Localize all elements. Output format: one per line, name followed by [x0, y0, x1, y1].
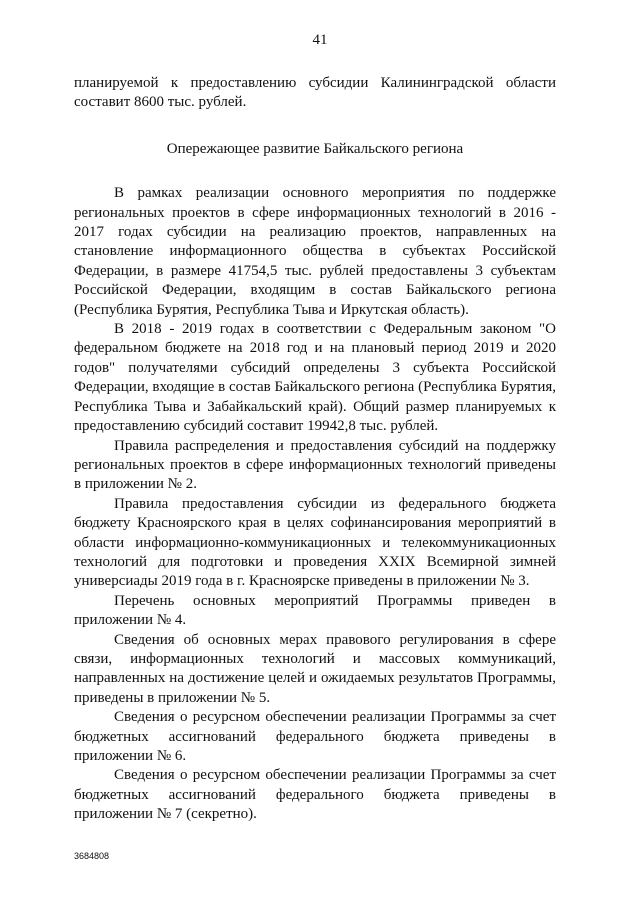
continuation-paragraph: планируемой к предоставлению субсидии Калининградской области составит 8600 тыс. рублей.: [74, 75, 556, 111]
paragraph-1: В рамках реализации основного мероприятия по поддержке региональных проектов в сфере информационных технологий в 2016 - 2017 годах субсидии на реализацию проектов, направленных на становление информационного общества в субъектах Российской Федерации, в размере 41754,5 тыс. рублей предоставлены 3 субъектам Российской Федерации, входящим в состав Байкальского региона (Республика Бурятия, Республика Тыва и Иркутская область).: [74, 185, 556, 318]
paragraph-5: Перечень основных мероприятий Программы приведен в приложении № 4.: [74, 592, 556, 629]
paragraph-6: Сведения об основных мерах правового регулирования в сфере связи, информационных технологий и массовых коммуникаций, направленных на достижение целей и ожидаемых результатов Программы, приведены в приложении № 5.: [74, 631, 556, 706]
paragraph-4: Правила предоставления субсидии из федерального бюджета бюджету Красноярского края в целях софинансирования мероприятий в области информационно-коммуникационных и телекоммуникационных технологий для подготовки и проведения XXIX Всемирной зимней универсиады 2019 года в г. Красноярске приведены в приложении № 3.: [74, 495, 556, 590]
paragraph-2: В 2018 - 2019 годах в соответствии с Федеральным законом "О федеральном бюджете на 2018 год и на плановый период 2019 и 2020 годов" получателями субсидий определены 3 субъекта Российской Федерации, входящие в состав Байкальского региона (Республика Бурятия, Республика Тыва и Забайкальский край). Общий размер планируемых к предоставлению субсидий составит 19942,8 тыс. рублей.: [74, 321, 556, 435]
paragraph-8: Сведения о ресурсном обеспечении реализации Программы за счет бюджетных ассигнований федерального бюджета приведены в приложении № 7 (секретно).: [74, 767, 556, 823]
paragraph-3: Правила распределения и предоставления субсидий на поддержку региональных проектов в сфере информационных технологий приведены в приложении № 2.: [74, 437, 556, 493]
section-heading: Опережающее развитие Байкальского региона: [166, 140, 464, 157]
document-body: [74, 74, 556, 825]
page-number: 41: [312, 32, 328, 48]
paragraph-7: Сведения о ресурсном обеспечении реализации Программы за счет бюджетных ассигнований федерального бюджета приведены в приложении № 6.: [74, 709, 556, 764]
document-id: 3684808: [74, 851, 110, 861]
